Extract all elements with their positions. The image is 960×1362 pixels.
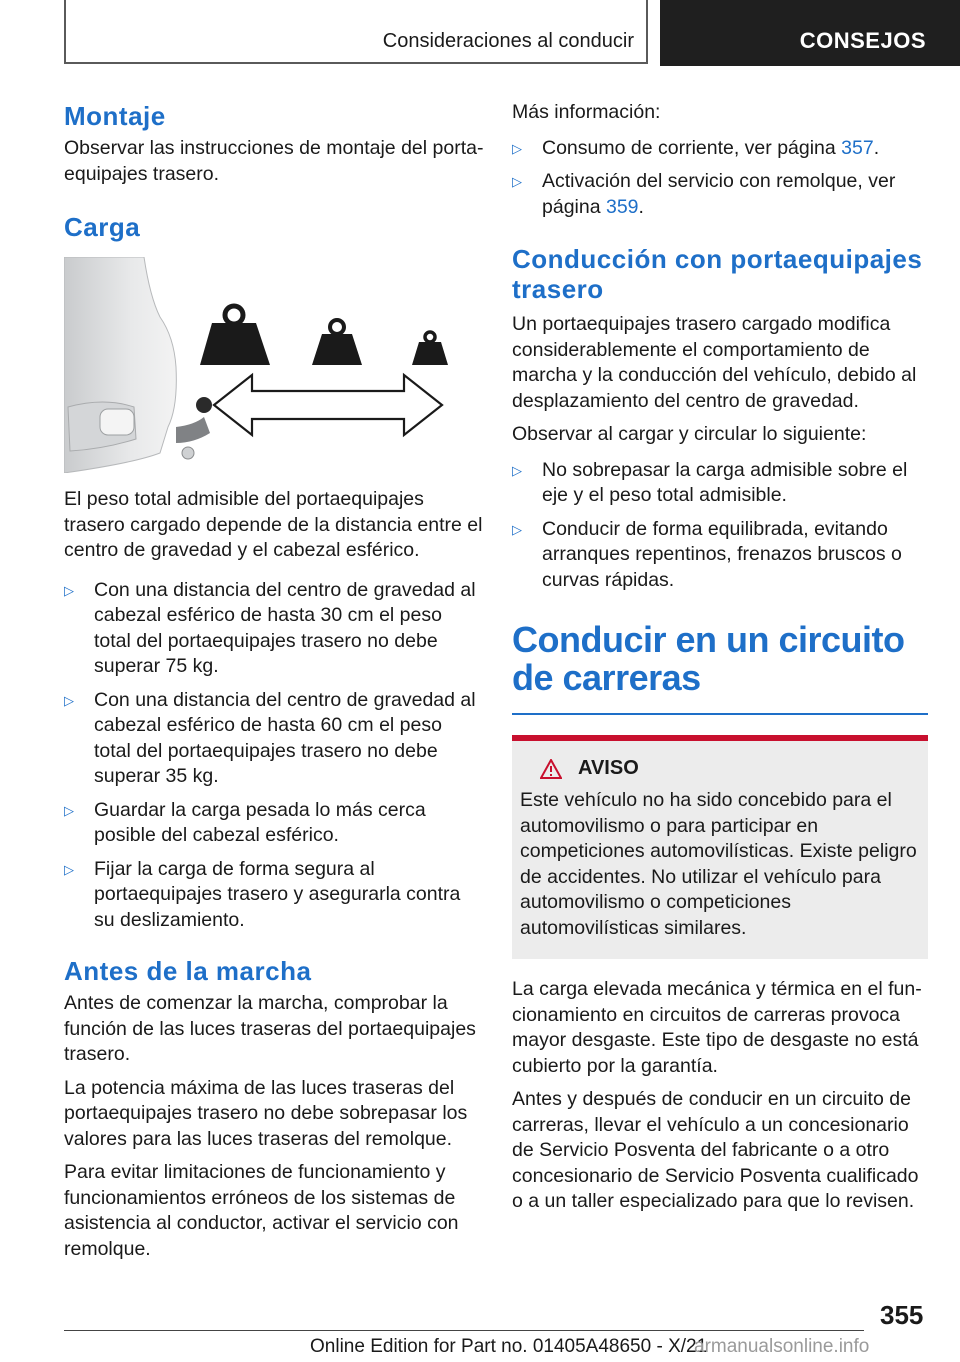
footer-divider — [64, 1330, 864, 1331]
warning-text: Este vehículo no ha sido concebido para el automovilismo o para participar en competiciones automovilísticas. Existe peligro de accidentes. No utilizar el vehículo para automovilismo o competiciones automovilísticas similares. — [520, 789, 917, 939]
heading-rule — [512, 713, 928, 715]
conduccion-paragraph-1: Un portaequipajes trasero cargado modifica considerablemente el comportamiento de marcha y la conducción del vehículo, debido al desplazamiento del centro de gravedad. — [512, 313, 917, 412]
circuito-paragraph-2: Antes y después de conducir en un circuito de carreras, llevar el vehículo a un concesionario de Servicio Posventa del fabricante o a otro concesionario de Servicio Posventa cualificado o a un taller especializado para que lo revisen. — [512, 1088, 919, 1212]
list-item: ▷ No sobrepasar la carga admisible sobre el eje y el peso total admisible. — [512, 458, 908, 506]
carga-heading: Carga — [64, 212, 141, 242]
mas-info-label: Más información: — [512, 101, 661, 123]
warning-title: AVISO — [578, 757, 639, 779]
carga-text: El peso total admisible del portaequipajes trasero cargado depende de la distancia entre el centro de gravedad y el cabezal esférico. — [64, 488, 483, 561]
conduccion-heading: Conducción con portaequipajes trasero — [512, 244, 923, 304]
warning-box — [512, 735, 928, 959]
header-chapter-title: CONSEJOS — [799, 28, 926, 53]
antes-paragraph-1: Antes de comenzar la marcha, comprobar la función de las luces traseras del portaequipajes trasero. — [64, 992, 476, 1065]
circuito-paragraph-1: La carga elevada mecánica y térmica en el funcionamiento en circuitos de carreras provoca mayor desgaste. Este tipo de desgaste no está cubierto por la garantía. — [512, 978, 922, 1077]
footer-edition: Online Edition for Part no. 01405A48650 - X/21 — [310, 1336, 708, 1357]
list-item: ▷ Activación del servicio con remolque, ver página 359. — [512, 170, 896, 218]
list-item: ▷ Conducir de forma equilibrada, evitando arranques repentinos, frenazos bruscos o curvas rápidas. — [512, 517, 902, 591]
page-link[interactable]: 359 — [605, 195, 639, 218]
info-list — [512, 136, 928, 221]
bullet-icon: ▷ — [64, 861, 74, 877]
list-item: ▷ Fijar la carga de forma segura al portaequipajes trasero y asegurarla contra su deslizamiento. — [64, 857, 461, 931]
bullet-icon: ▷ — [512, 174, 522, 189]
weight-small-icon — [412, 332, 448, 365]
weight-medium-icon — [312, 320, 362, 365]
bullet-icon: ▷ — [64, 582, 74, 598]
antes-paragraph-3: Para evitar limitaciones de funcionamiento y funcionamientos erróneos de los sistemas de asistencia al conductor, activar el servicio con remolque. — [64, 1161, 459, 1260]
page-link[interactable]: 357 — [841, 136, 874, 159]
bullet-icon: ▷ — [512, 140, 522, 156]
antes-heading: Antes de la marcha — [64, 956, 312, 986]
list-item: ▷ Con una distancia del centro de gravedad al cabezal esférico de hasta 30 cm el peso total del portaequipajes trasero no debe superar 75 kg. — [64, 578, 476, 677]
list-item: ▷ Guardar la carga pesada lo más cerca posible del cabezal esférico. — [64, 798, 426, 846]
montaje-text: Observar las instrucciones de montaje del portaequipajes trasero. — [64, 137, 484, 185]
page-number: 355 — [880, 1300, 924, 1330]
montaje-heading: Montaje — [64, 101, 166, 131]
antes-paragraph-2: La potencia máxima de las luces traseras del portaequipajes trasero no debe sobrepasar los valores para las luces traseras del remolque. — [64, 1076, 468, 1150]
weight-large-icon — [200, 306, 270, 365]
list-item: ▷ Consumo de corriente, ver página 357. — [512, 136, 928, 162]
left-column — [64, 100, 484, 1262]
header-section-title: Consideraciones al conducir — [382, 30, 634, 52]
conduccion-paragraph-2: Observar al cargar y circular lo siguiente: — [512, 423, 867, 445]
carga-list — [64, 578, 484, 934]
footer-watermark: armanualsonline.info — [694, 1336, 870, 1357]
warning-triangle-icon — [540, 759, 562, 779]
bullet-icon: ▷ — [64, 692, 74, 708]
bullet-icon: ▷ — [512, 521, 522, 537]
bullet-icon: ▷ — [64, 802, 74, 818]
list-item: ▷ Con una distancia del centro de gravedad al cabezal esférico de hasta 60 cm el peso total del portaequipajes trasero no debe superar 35 kg. — [64, 688, 476, 787]
load-distance-svg — [64, 257, 484, 473]
header-section-tab — [64, 0, 648, 64]
warning-header — [520, 757, 918, 780]
conduccion-list — [512, 458, 928, 594]
load-distance-illustration — [64, 257, 484, 473]
header-chapter-tab — [660, 0, 960, 66]
right-column — [512, 100, 928, 1215]
bullet-icon: ▷ — [512, 462, 522, 478]
circuito-heading: Conducir en un circuito de carreras — [512, 619, 905, 698]
